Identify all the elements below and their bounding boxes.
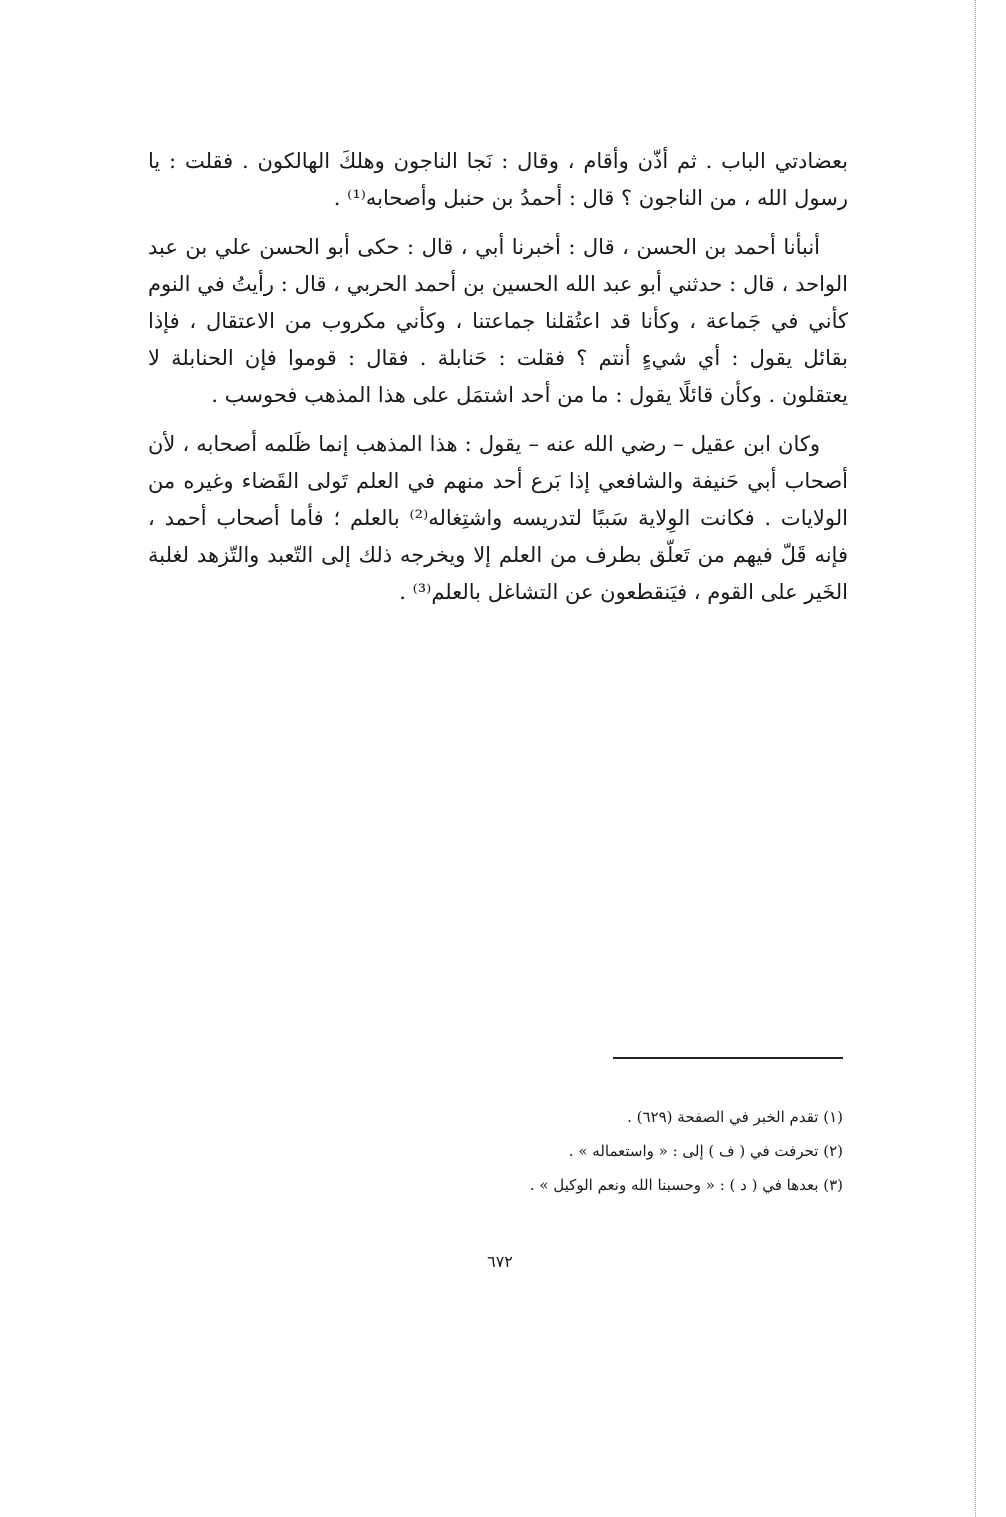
footnote-1: (١) تقدم الخبر في الصفحة (٦٢٩) . xyxy=(627,1108,843,1126)
footnote-3: (٣) بعدها في ( د ) : « وحسبنا الله ونعم الوكيل » . xyxy=(529,1176,843,1194)
footnotes xyxy=(300,1100,843,1202)
main-text xyxy=(148,143,848,611)
paragraph-3: وكان ابن عقيل – رضي الله عنه – يقول : هذا المذهب إنما ظَلمه أصحابه ، لأن أصحاب أبي حَنيفة والشافعي إذا بَرع أحد منهم في العلم تَولى القَضاء وغيره من الولايات . فكانت الوِلاية سَببًا لتدريسه واشتِغاله⁽²⁾ بالعلم ؛ فأما أصحاب أحمد ، فإنه قَلّ فيهم من تَعلّق بطرف من العلم إلا ويخرجه ذلك إلى التّعبد والتّزهد لغلبة الخَير على القوم ، فيَنقطعون عن التشاغل بالعلم⁽³⁾ . xyxy=(148,432,848,604)
paragraph-2: أنبأنا أحمد بن الحسن ، قال : أخبرنا أبي ، قال : حكى أبو الحسن علي بن عبد الواحد ، قال : حدثني أبو عبد الله الحسين بن أحمد الحربي ، قال : رأيتُ في النوم كأني في جَماعة ، وكأنا قد اعتُقلنا جماعتنا ، وكأني مكروب من الاعتقال ، فإذا بقائل يقول : أي شيءٍ أنتم ؟ فقلت : حَنابلة . فقال : قوموا فإن الحنابلة لا يعتقلون . وكأن قائلًا يقول : ما من أحد اشتمَل على هذا المذهب فحوسب . xyxy=(148,235,848,407)
page-edge-line xyxy=(975,0,976,1517)
page-number: ٦٧٢ xyxy=(487,1252,513,1271)
footnote-separator xyxy=(613,1057,843,1059)
footnote-2: (٢) تحرفت في ( ف ) إلى : « واستعماله » . xyxy=(568,1142,843,1160)
paragraph-1: بعضادتي الباب . ثم أذّن وأقام ، وقال : نَجا الناجون وهلكَ الهالكون . فقلت : يا رسول الله ، من الناجون ؟ قال : أحمدُ بن حنبل وأصحابه⁽¹⁾ . xyxy=(148,149,848,210)
